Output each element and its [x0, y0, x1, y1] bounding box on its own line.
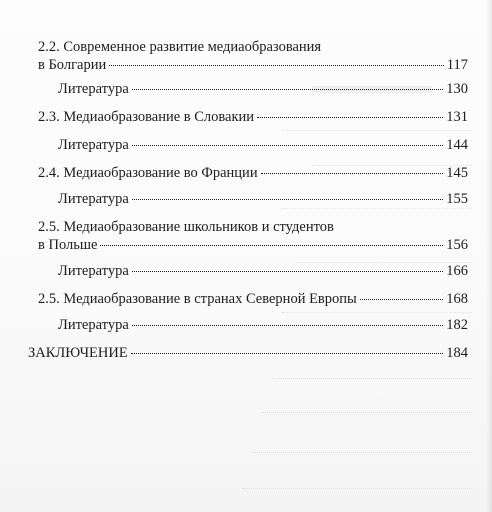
- toc-page-number: 182: [446, 317, 468, 333]
- dot-leader: [132, 325, 443, 326]
- toc-entry-2-5-northern-europe[interactable]: [38, 290, 468, 308]
- bleed-through-mark: [262, 412, 472, 413]
- toc-entry-title: Литература: [58, 81, 129, 97]
- toc-page-number: 155: [446, 191, 468, 207]
- toc-page-number: 117: [446, 57, 468, 73]
- toc-page-number: 168: [446, 291, 468, 307]
- toc-entry-2-4[interactable]: [38, 164, 468, 182]
- toc-entry-literature[interactable]: [38, 316, 468, 334]
- toc-entry-conclusion[interactable]: [28, 344, 468, 362]
- toc-entry-title: ЗАКЛЮЧЕНИЕ: [28, 345, 128, 361]
- bleed-through-mark: [282, 208, 472, 209]
- toc-entry-title: 2.2. Современное развитие медиаобразования: [38, 39, 322, 55]
- dot-leader: [261, 173, 444, 174]
- toc-page-number: 184: [446, 345, 468, 361]
- toc-page-number: 144: [446, 137, 468, 153]
- toc-entry-2-3[interactable]: [38, 108, 468, 126]
- toc-entry-literature[interactable]: [38, 136, 468, 154]
- toc-page-number: 156: [446, 237, 468, 253]
- toc-entry-title: 2.4. Медиаобразование во Франции: [38, 165, 258, 181]
- toc-entry-2-5-poland[interactable]: [38, 218, 468, 254]
- toc-entry-2-2[interactable]: [38, 38, 468, 74]
- toc-entry-title-continued: в Болгарии: [38, 57, 107, 73]
- bleed-through-mark: [282, 312, 472, 313]
- dot-leader: [131, 353, 444, 354]
- toc-entry-title: 2.5. Медиаобразование школьников и студентов: [38, 219, 334, 235]
- toc-entry-literature[interactable]: [38, 262, 468, 280]
- toc-entry-literature[interactable]: [38, 80, 468, 98]
- dot-leader: [109, 65, 444, 66]
- toc-entry-title: Литература: [58, 317, 129, 333]
- bleed-through-mark: [252, 452, 472, 453]
- toc-entry-title-continued: в Польше: [38, 237, 98, 253]
- toc-page-number: 166: [446, 263, 468, 279]
- toc-entry-title: 2.3. Медиаобразование в Словакии: [38, 109, 255, 125]
- toc-entry-title: Литература: [58, 191, 129, 207]
- toc-entry-title: 2.5. Медиаобразование в странах Северной Европы: [38, 291, 357, 307]
- toc-page-number: 130: [446, 81, 468, 97]
- toc-page-number: 145: [446, 165, 468, 181]
- toc-page-number: 131: [446, 109, 468, 125]
- toc-entry-literature[interactable]: [38, 190, 468, 208]
- dot-leader: [132, 199, 443, 200]
- dot-leader: [360, 299, 443, 300]
- bleed-through-mark: [242, 488, 472, 489]
- dot-leader: [100, 245, 443, 246]
- dot-leader: [257, 117, 443, 118]
- bleed-through-mark: [282, 130, 472, 131]
- dot-leader: [132, 89, 443, 90]
- toc-entry-title: Литература: [58, 263, 129, 279]
- toc-entry-title: Литература: [58, 137, 129, 153]
- dot-leader: [132, 145, 443, 146]
- page-edge-shadow: [486, 0, 492, 512]
- dot-leader: [132, 271, 443, 272]
- bleed-through-mark: [272, 378, 472, 379]
